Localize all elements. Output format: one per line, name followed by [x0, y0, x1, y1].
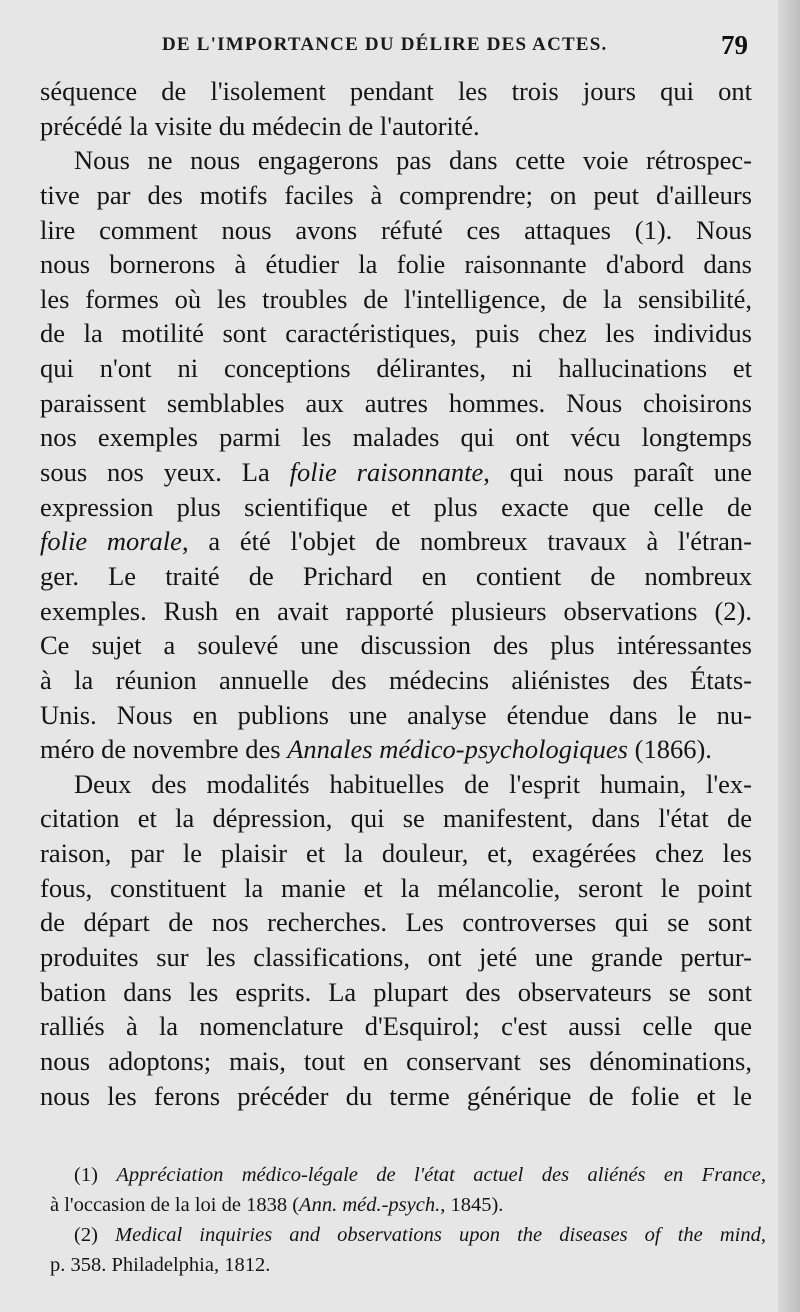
- body-line: fous, constituent la manie et la mélancolie, seront le point: [40, 872, 752, 903]
- body-line: paraissent semblables aux autres hommes. Nous choisirons: [40, 387, 752, 418]
- body-line: les formes où les troubles de l'intelligence, de la sensibilité,: [40, 283, 752, 314]
- page-gutter-shadow: [778, 0, 800, 1312]
- body-line: de la motilité sont caractéristiques, puis chez les individus: [40, 318, 752, 349]
- page-header: [40, 30, 752, 66]
- body-line: [40, 732, 752, 767]
- body-line: raison, par le plaisir et la douleur, et, exagérées chez les: [40, 838, 752, 869]
- italic-text: Appréciation médico-légale de l'état actuel des aliénés en France,: [116, 1164, 766, 1186]
- body-line: tive par des motifs faciles à comprendre; on peut d'ailleurs: [40, 179, 752, 210]
- body-line: Deux des modalités habituelles de l'esprit humain, l'ex-: [74, 768, 752, 799]
- body-line: précédé la visite du médecin de l'autorité.: [40, 110, 480, 141]
- text-run: , qui nous paraît une: [483, 457, 752, 488]
- body-line: nous bornerons à étudier la folie raisonnante d'abord dans: [40, 249, 752, 280]
- body-line: lire comment nous avons réfuté ces attaques (1). Nous: [40, 214, 752, 245]
- body-line: produites sur les classifications, ont jeté une grande pertur-: [40, 942, 752, 973]
- text-run: (2): [74, 1224, 116, 1246]
- footnote-line: [50, 1190, 766, 1220]
- body-line: Nous ne nous engagerons pas dans cette voie rétrospec-: [74, 145, 752, 176]
- footnote-line: [50, 1220, 766, 1250]
- text-run: , 1845).: [440, 1194, 504, 1216]
- body-line: nous les ferons précéder du terme générique de folie et le: [40, 1080, 752, 1111]
- body-line: nous adoptons; mais, tout en conservant ses dénominations,: [40, 1045, 752, 1076]
- italic-text: Annales médico-psychologiques: [287, 734, 628, 765]
- body-line: expression plus scientifique et plus exacte que celle de: [40, 491, 752, 522]
- body-line: citation et la dépression, qui se manifestent, dans l'état de: [40, 803, 752, 834]
- footnote-line: [50, 1160, 766, 1190]
- body-line: bation dans les esprits. La plupart des observateurs se sont: [40, 976, 752, 1007]
- body-line: [40, 455, 752, 490]
- text-run: à l'occasion de la loi de 1838 (: [50, 1194, 300, 1216]
- body-line: de départ de nos recherches. Les controverses qui se sont: [40, 907, 752, 938]
- text-run: (1): [74, 1164, 117, 1186]
- body-line: ralliés à la nomenclature d'Esquirol; c'est aussi celle que: [40, 1011, 752, 1042]
- body-line: Ce sujet a soulevé une discussion des plus intéressantes: [40, 630, 752, 661]
- body-line: ger. Le traité de Prichard en contient de nombreux: [40, 560, 752, 591]
- text-run: sous nos yeux. La: [40, 457, 290, 488]
- body-line: séquence de l'isolement pendant les trois jours qui ont: [40, 76, 752, 106]
- italic-text: folie raisonnante: [289, 457, 484, 488]
- body-line: qui n'ont ni conceptions délirantes, ni hallucinations et: [40, 353, 752, 384]
- running-head: DE L'IMPORTANCE DU DÉLIRE DES ACTES.: [162, 34, 608, 55]
- text-run: (1866).: [628, 734, 712, 765]
- italic-text: Medical inquiries and observations upon the diseases of the mind,: [115, 1224, 766, 1246]
- text-run: , a été l'objet de nombreux travaux à l'étran-: [181, 526, 752, 557]
- italic-text: folie morale: [40, 526, 182, 557]
- footnotes: [50, 1160, 766, 1280]
- body-line: à la réunion annuelle des médecins aliénistes des États-: [40, 664, 752, 695]
- body-line: [40, 524, 752, 559]
- text-run: méro de novembre des: [40, 734, 288, 765]
- body-line: exemples. Rush en avait rapporté plusieurs observations (2).: [40, 595, 752, 626]
- body-line: Unis. Nous en publions une analyse étendue dans le nu-: [40, 699, 752, 730]
- page-number: 79: [721, 30, 748, 60]
- body-text: [40, 74, 752, 1113]
- italic-text: Ann. méd.-psych.: [299, 1194, 441, 1216]
- footnote-line: p. 358. Philadelphia, 1812.: [50, 1254, 271, 1276]
- body-line: nos exemples parmi les malades qui ont vécu longtemps: [40, 422, 752, 453]
